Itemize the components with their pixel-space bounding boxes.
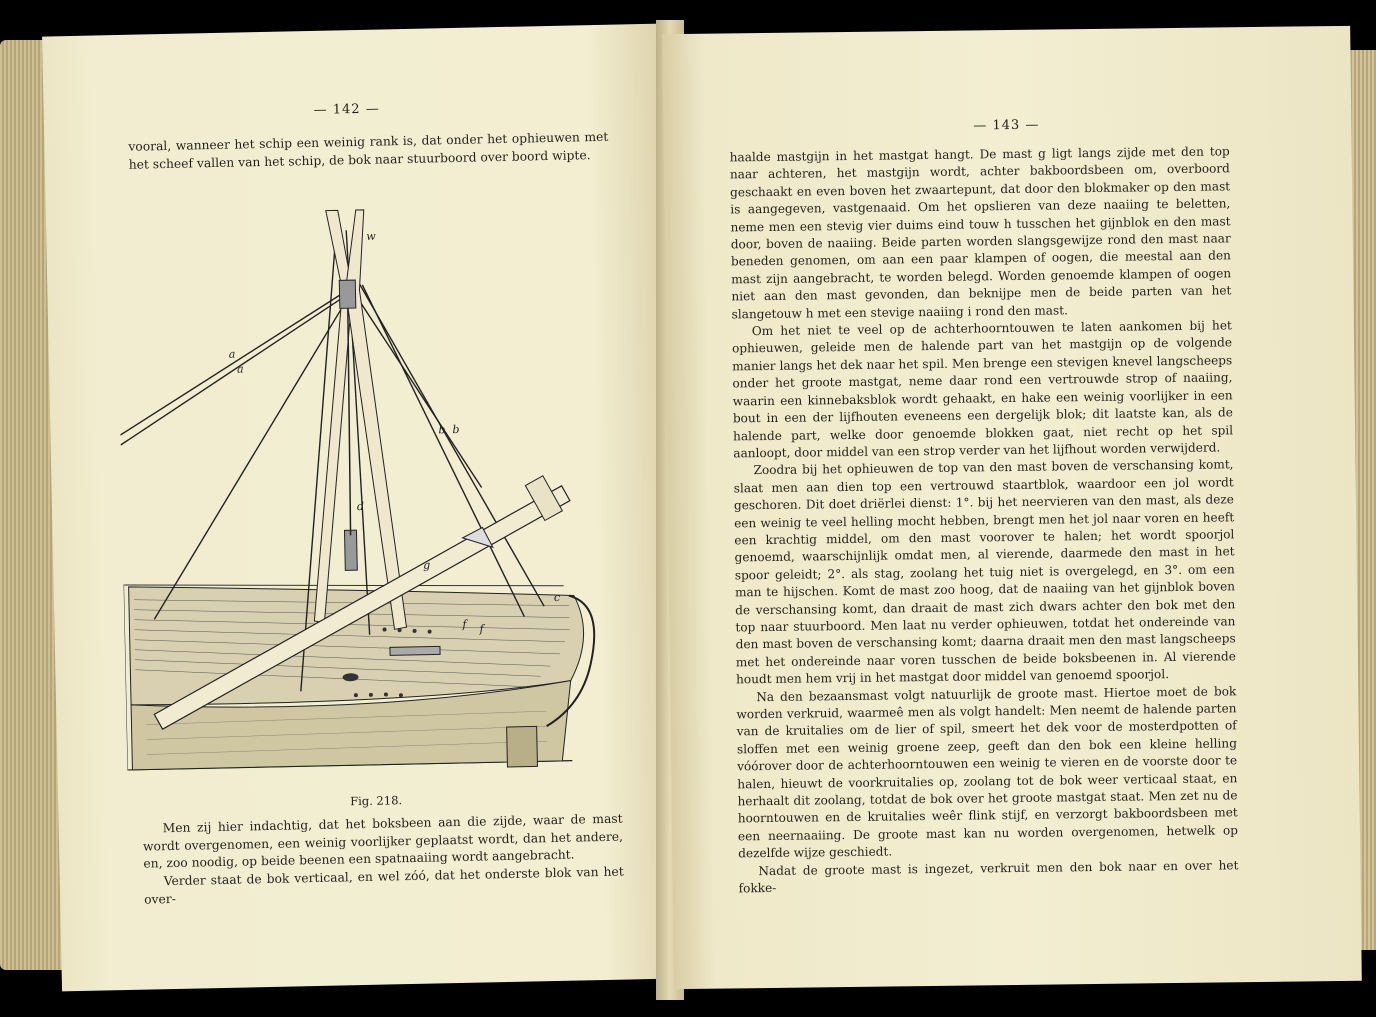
left-paragraph: Verder staat de bok verticaal, en wel zóó, dat het onderste blok van het over- [144, 864, 624, 907]
figure-label-b: b [438, 423, 446, 437]
right-paragraph: Om het niet te veel op de achterhoorntouwen te laten aankomen bij het ophieuwen, geleide men de halende part van het mastgijn op de volgende manier langs het dek naar het spil. Men brenge een stevigen knevel langscheeps onder het groote mastgat, neme daar rond een vertrouwde strop of naaiing, waarin een kinnebaksblok wordt gehaakt, en hake een weinig voorlijker in een bout in een der lijfhouten eveneens een dergelijk blok; dit laatste kan, als de halende part, welke door genoemde blokken gaat, niet recht op het spil aanloopt, door middel van een strop verder van het lijfhout worden verwijderd. [731, 318, 1234, 461]
right-paragraph: haalde mastgijn in het mastgat hangt. De mast g ligt langs zijde met den top naar achteren, het mastgijn wordt, achter bakboordsbeen om, overboord geschaakt en even boven het zwaartepunt, dat door den blokmaker op den mast is aangegeven, vastgenaaid. Om het opslieren van deze naaiing te beletten, neme men een stevig vier duims eind touw h tusschen het gijnblok en den mast door, boven de naaiing. Beide parten worden slangsgewijze rond den mast naar beneden genomen, om aan een paar klampen of oogen, die meestal aan den mast zijn aangebracht, te worden belegd. Worden genoemde klampen of oogen niet aan den mast gevonden, dan beknijpe men de beide parten van het slangetouw h met een stevige naaiing i rond den mast. [729, 144, 1232, 322]
left-page-number: — 142 — [313, 101, 380, 118]
figure-caption: Fig. 218. [350, 793, 403, 809]
figure-label-a: a [228, 347, 236, 361]
left-bottom-text [143, 811, 625, 910]
boat-mast-illustration [115, 185, 608, 800]
figure-label-f2: f [479, 622, 484, 636]
figure-label-c: c [553, 590, 561, 604]
right-page [662, 26, 1362, 989]
right-paragraph: Nadat de groote mast is ingezet, verkruit men den bok naar en over het fokke- [738, 857, 1239, 896]
right-body-text [730, 143, 1239, 898]
figure-label-f: f [462, 617, 467, 631]
left-top-paragraph: vooral, wanneer het schip een weinig rank is, dat onder het ophieuwen met het scheef vallen van het schip, de bok naar stuurboord over boord wipte. [128, 129, 609, 172]
figure-label-b2: b [452, 422, 460, 437]
figure-label-g: g [423, 558, 431, 572]
left-page [42, 24, 680, 992]
figure-label-w: w [366, 229, 376, 243]
right-paragraph: Zoodra bij het ophieuwen de top van den mast boven de verschansing komt, slaat men aan dien top een vertrouwd staartblok, waardoor een jol wordt geschoren. Dit doet driërlei dienst: 1°. bij het neervieren van den mast, als deze een weinig te veel helling mocht hebben, brengt men het jol naar voren en heeft een krachtig middel, om den mast voorover te halen; het wordt spoorjol genoemd, waarschijnlijk omdat men, al vierende, daarmede den mast in het spoor geleidt; 2°. als stag, zoolang het tuig niet is overgelegd, en 3°. om een man te hijschen. Komt de mast zoo hoog, dat de naaiing van het gijnblok boven de verschansing komt, dan draait de mast zich dwars achter den bok met den top naar stuurboord. Men laat nu verder ophieuwen, totdat het ondereinde van den mast boven de verschansing komt; daarna draait men den mast langscheeps met het ondereinde naar voren tusschen de beide boksbeenen in. Al vierende houdt men hem vrij in het mastgat door middel van genoemd spoorjol. [733, 457, 1236, 687]
right-paragraph: Na den bezaansmast volgt natuurlijk de groote mast. Hiertoe moet de bok worden verkruid, waarmeê men als volgt handelt: Men neemt de halende parten van de kruitalies om de lier of spil, smeert het dek voor de mosterdpotten of sloffen met een weinig groene zeep, geeft dan den bok een kleine helling vóórover door de achterhoorntouwen een weinig te vieren en de voorste door te halen, hieuwt de voorkruitalies op, zoolang tot de bok weer verticaal staat, en herhaalt dit zoolang, totdat de bok over het groote mastgat staat. Men zet nu de hoorntouwen en de kruitalies weêr flink stijf, en verzorgt bakboordsbeen met een neernaaiing. De groote mast kan nu worden overgenomen, hetwelk op dezelfde wijze geschiedt. [736, 683, 1239, 861]
figure-label-a2: a [236, 362, 244, 376]
right-page-number: — 143 — [973, 117, 1040, 134]
left-paragraph: Men zij hier indachtig, dat het boksbeen aan die zijde, waar de mast wordt overgenomen, een weinig voorlijker geplaatst wordt, dan het andere, en, zoo noodig, op beide beenen een spatnaaiing wordt aangebracht. [142, 811, 624, 872]
figure-label-d: d [356, 499, 365, 514]
left-top-text [128, 129, 609, 174]
